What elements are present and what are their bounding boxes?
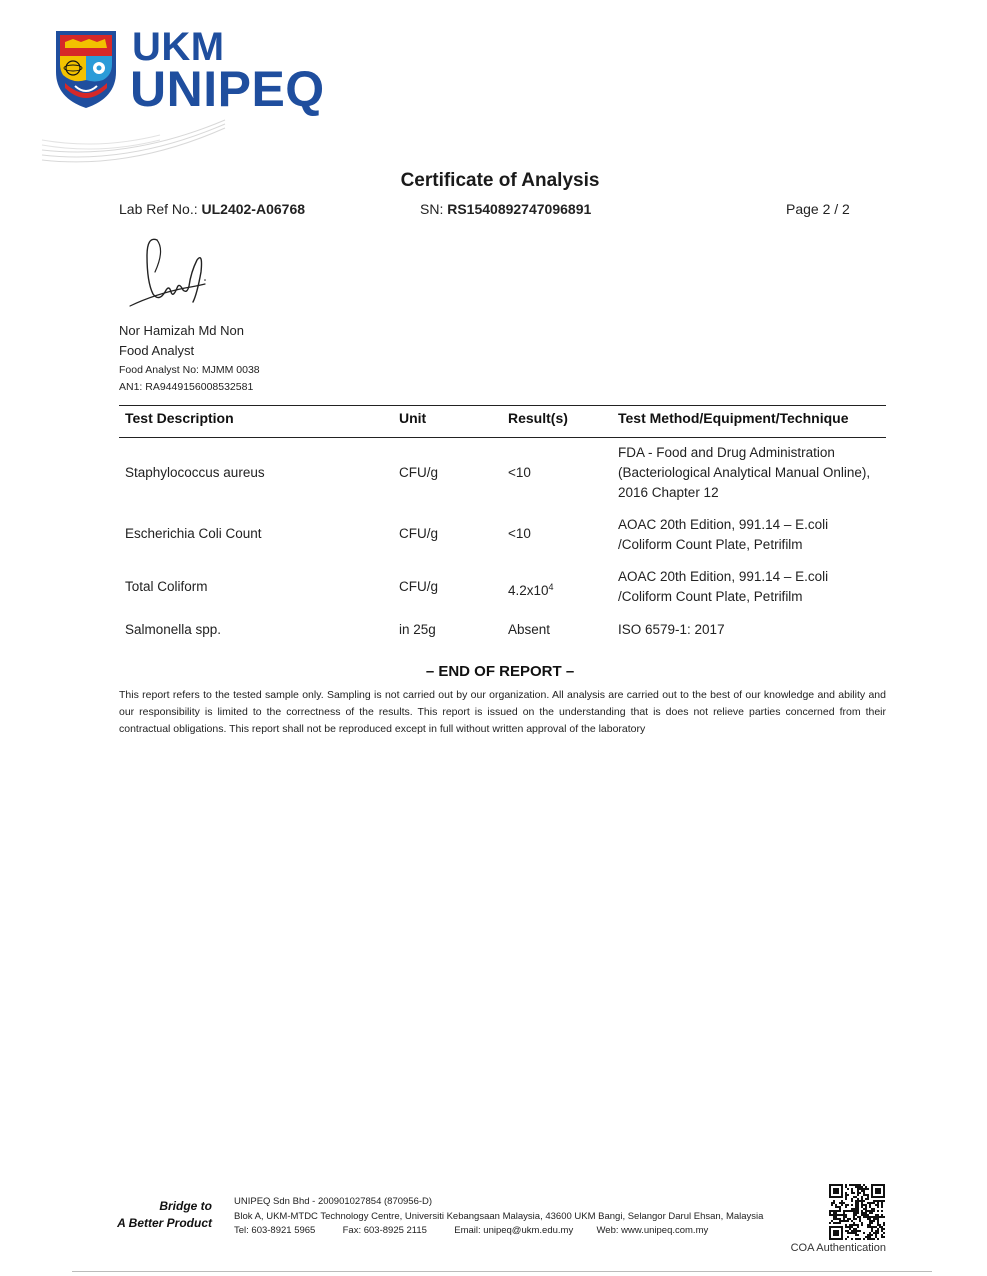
footer-slogan bbox=[90, 1198, 212, 1232]
analyst-number: Food Analyst No: MJMM 0038 bbox=[119, 364, 260, 376]
row-4-result: Absent bbox=[508, 622, 551, 637]
row-1-description: Staphylococcus aureus bbox=[125, 465, 265, 480]
row-2-method-line-2: /Coliform Count Plate, Petrifilm bbox=[618, 537, 803, 552]
end-of-report: – END OF REPORT – bbox=[425, 663, 575, 680]
header-unit: Unit bbox=[399, 410, 427, 426]
sn-label: SN: bbox=[420, 201, 444, 217]
table-header-rule bbox=[119, 437, 886, 438]
brand-unipeq: UNIPEQ bbox=[130, 61, 325, 117]
slogan-line-1: Bridge to bbox=[159, 1199, 212, 1213]
serial-number bbox=[420, 201, 591, 217]
brand-ukm: UKM bbox=[132, 25, 225, 69]
analyst-signature bbox=[125, 232, 215, 314]
footer-company: UNIPEQ Sdn Bhd - 200901027854 (870956-D) bbox=[234, 1196, 433, 1207]
footer-web: Web: www.unipeq.com.my bbox=[596, 1225, 709, 1236]
row-3-description: Total Coliform bbox=[125, 579, 208, 594]
row-3-result-exponent: 4 bbox=[548, 582, 554, 592]
footer-bottom-rule bbox=[72, 1271, 932, 1272]
footer-address: Blok A, UKM-MTDC Technology Centre, Universiti Kebangsaan Malaysia, 43600 UKM Bangi, Selangor Darul Ehsan, Malaysia bbox=[234, 1211, 764, 1222]
table-top-rule bbox=[119, 405, 886, 406]
row-2-description: Escherichia Coli Count bbox=[125, 526, 262, 541]
page-number: Page 2 / 2 bbox=[786, 201, 850, 217]
qr-code-icon[interactable] bbox=[829, 1184, 885, 1240]
lab-ref-label: Lab Ref No.: bbox=[119, 201, 198, 217]
document-title: Certificate of Analysis bbox=[400, 170, 600, 191]
row-2-result: <10 bbox=[508, 526, 531, 541]
footer-tel: Tel: 603-8921 5965 bbox=[234, 1225, 316, 1236]
footer-contacts bbox=[234, 1225, 708, 1236]
footer-fax: Fax: 603-8925 2115 bbox=[342, 1225, 427, 1236]
row-1-method-line-3: 2016 Chapter 12 bbox=[618, 485, 719, 500]
row-3-method-line-1: AOAC 20th Edition, 991.14 – E.coli bbox=[618, 569, 829, 584]
analyst-name: Nor Hamizah Md Non bbox=[119, 323, 244, 338]
row-3-method bbox=[618, 567, 828, 607]
lab-ref bbox=[119, 201, 305, 217]
row-3-result-base: 4.2x10 bbox=[508, 583, 549, 598]
row-1-unit: CFU/g bbox=[399, 465, 439, 480]
lab-ref-value: UL2402-A06768 bbox=[201, 201, 306, 217]
logo-swoosh-lines bbox=[40, 110, 240, 170]
row-4-method: ISO 6579-1: 2017 bbox=[618, 622, 725, 637]
row-2-method bbox=[618, 515, 828, 555]
row-2-method-line-1: AOAC 20th Edition, 991.14 – E.coli bbox=[618, 517, 829, 532]
sn-value: RS1540892747096891 bbox=[447, 201, 592, 217]
row-1-result: <10 bbox=[508, 465, 531, 480]
header-test-description: Test Description bbox=[125, 410, 234, 426]
disclaimer: This report refers to the tested sample only. Sampling is not carried out by our organization. All analysis are carried out to the best of our knowledge and ability and our responsibility is limited to the correctness of the results. This report is issued on the understanding that is does not relieve parties concerned from their contractual obligations. This report shall not be reproduced except in full without written approval of the laboratory bbox=[119, 689, 886, 735]
ukm-crest-icon bbox=[53, 28, 119, 110]
row-1-method-line-2: (Bacteriological Analytical Manual Online), bbox=[618, 465, 871, 480]
header-test-method: Test Method/Equipment/Technique bbox=[618, 410, 849, 426]
row-2-unit: CFU/g bbox=[399, 526, 439, 541]
row-4-description: Salmonella spp. bbox=[125, 622, 222, 637]
footer-email: Email: unipeq@ukm.edu.my bbox=[454, 1225, 574, 1236]
row-3-result bbox=[508, 577, 554, 601]
analyst-role: Food Analyst bbox=[119, 343, 195, 358]
row-4-unit: in 25g bbox=[399, 622, 436, 637]
slogan-line-2: A Better Product bbox=[117, 1216, 212, 1230]
row-1-method-line-1: FDA - Food and Drug Administration bbox=[618, 445, 835, 460]
row-1-method bbox=[618, 443, 870, 503]
analyst-an1: AN1: RA9449156008532581 bbox=[119, 381, 254, 393]
coa-authentication-label: COA Authentication bbox=[790, 1242, 886, 1254]
header-results: Result(s) bbox=[508, 410, 568, 426]
row-3-unit: CFU/g bbox=[399, 579, 439, 594]
row-3-method-line-2: /Coliform Count Plate, Petrifilm bbox=[618, 589, 803, 604]
